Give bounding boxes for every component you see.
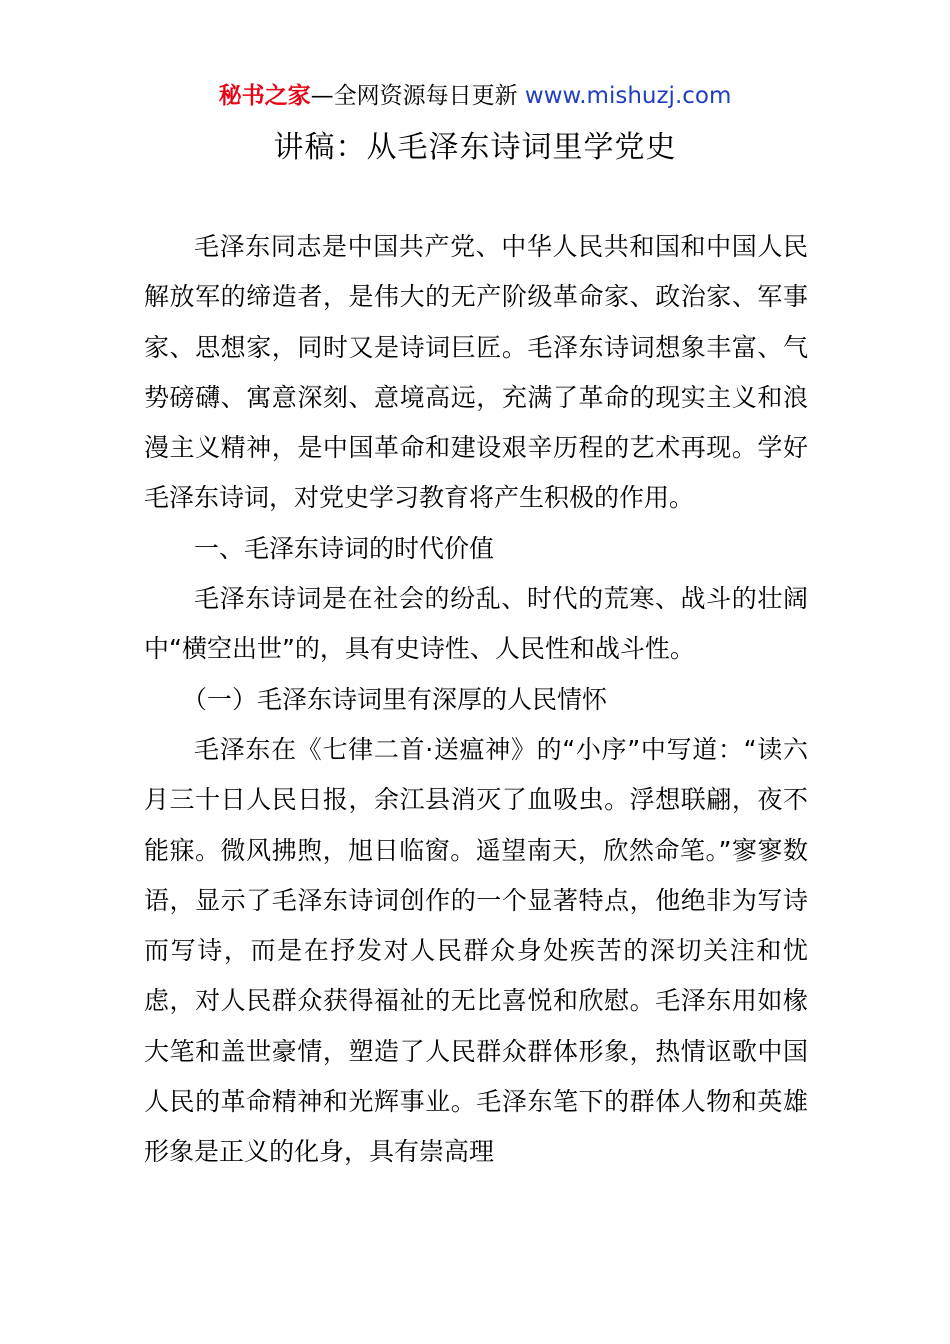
site-brand: 秘书之家: [218, 83, 311, 109]
document-body: [144, 222, 808, 1178]
section-paragraph: 毛泽东诗词是在社会的纷乱、时代的荒寒、战斗的壮阔中“横空出世”的，具有史诗性、人民性和战斗性。: [144, 584, 808, 664]
subsection-paragraph: 毛泽东在《七律二首·送瘟神》的“小序”中写道：“读六月三十日人民日报，余江县消灭了血吸虫。浮想联翩，夜不能寐。微风拂煦，旭日临窗。遥望南天，欣然命笔。”寥寥数语，显示了毛泽东诗词创作的一个显著特点，他绝非为写诗而写诗，而是在抒发对人民群众身处疾苦的深切关注和忧虑，对人民群众获得福祉的无比喜悦和欣慰。毛泽东用如椽大笔和盖世豪情，塑造了人民群众群体形象，热情讴歌中国人民的革命精神和光辉事业。毛泽东笔下的群体人物和英雄形象是正义的化身，具有崇高理: [144, 734, 808, 1167]
site-tagline: —全网资源每日更新: [310, 83, 525, 109]
subsection-heading: （一）毛泽东诗词里有深厚的人民情怀: [182, 684, 608, 714]
intro-paragraph: 毛泽东同志是中国共产党、中华人民共和国和中国人民解放军的缔造者，是伟大的无产阶级革命家、政治家、军事家、思想家，同时又是诗词巨匠。毛泽东诗词想象丰富、气势磅礴、寓意深刻、意境高远，充满了革命的现实主义和浪漫主义精神，是中国革命和建设艰辛历程的艺术再现。学好毛泽东诗词，对党史学习教育将产生积极的作用。: [144, 232, 808, 513]
site-header: [0, 80, 950, 112]
section-heading: 一、毛泽东诗词的时代价值: [194, 533, 495, 563]
site-url-link[interactable]: www.mishuzj.com: [524, 83, 732, 109]
document-title: 讲稿：从毛泽东诗词里学党史: [273, 130, 677, 165]
